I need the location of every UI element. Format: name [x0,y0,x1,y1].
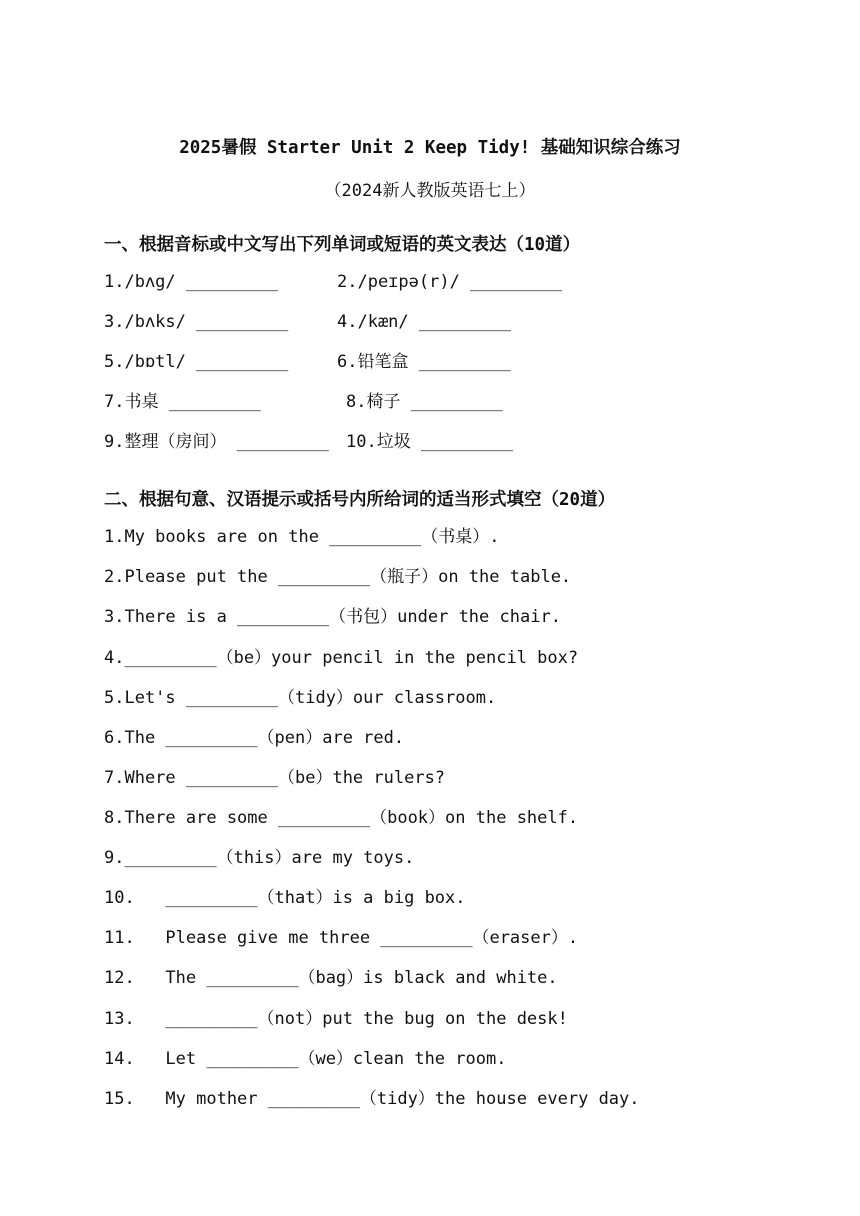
section-2-item: 13. _________（not）put the bug on the desk! [104,1009,568,1029]
section-1-item: 3./bʌks/ _________ [104,312,289,332]
section-2-item: 5.Let's _________（tidy）our classroom. [104,688,497,708]
section-1-item: 5./bɒtl/ _________ [104,352,289,372]
section-2-item: 12. The _________（bag）is black and white. [104,968,558,988]
section-2-item: 3.There is a _________（书包）under the chair. [104,607,561,627]
section-1-heading: 一、根据音标或中文写出下列单词或短语的英文表达（10道） [104,235,581,255]
section-2-item: 11. Please give me three _________（eraser）. [104,928,579,948]
section-2-item: 15. My mother _________（tidy）the house every day. [104,1089,640,1109]
section-1-item: 10.垃圾 _________ [346,432,514,452]
section-1-item: 9.整理（房间） _________ [104,432,329,452]
section-1-item: 4./kæn/ _________ [337,312,511,332]
section-2-item: 8.There are some _________（book）on the shelf. [104,808,579,828]
section-2-item: 4._________（be）your pencil in the pencil box? [104,648,579,668]
section-1-item: 1./bʌg/ _________ [104,272,278,292]
section-2-item: 7.Where _________（be）the rulers? [104,768,446,788]
section-1-item: 2./peɪpə(r)/ _________ [337,272,563,292]
worksheet-subtitle: （2024新人教版英语七上） [324,181,536,201]
worksheet-title: 2025暑假 Starter Unit 2 Keep Tidy! 基础知识综合练习 [179,138,681,158]
section-2-item: 6.The _________（pen）are red. [104,728,405,748]
section-1-item: 6.铅笔盒 _________ [337,352,511,372]
section-2-item: 9._________（this）are my toys. [104,848,415,868]
section-2-item: 1.My books are on the _________（书桌）. [104,527,500,547]
section-1-item: 8.椅子 _________ [346,392,503,412]
section-2-item: 2.Please put the _________（瓶子）on the table. [104,567,572,587]
section-1-item: 7.书桌 _________ [104,392,261,412]
section-2-heading: 二、根据句意、汉语提示或括号内所给词的适当形式填空（20道） [104,490,616,510]
section-2-item: 10. _________（that）is a big box. [104,888,466,908]
section-2-item: 14. Let _________（we）clean the room. [104,1049,507,1069]
